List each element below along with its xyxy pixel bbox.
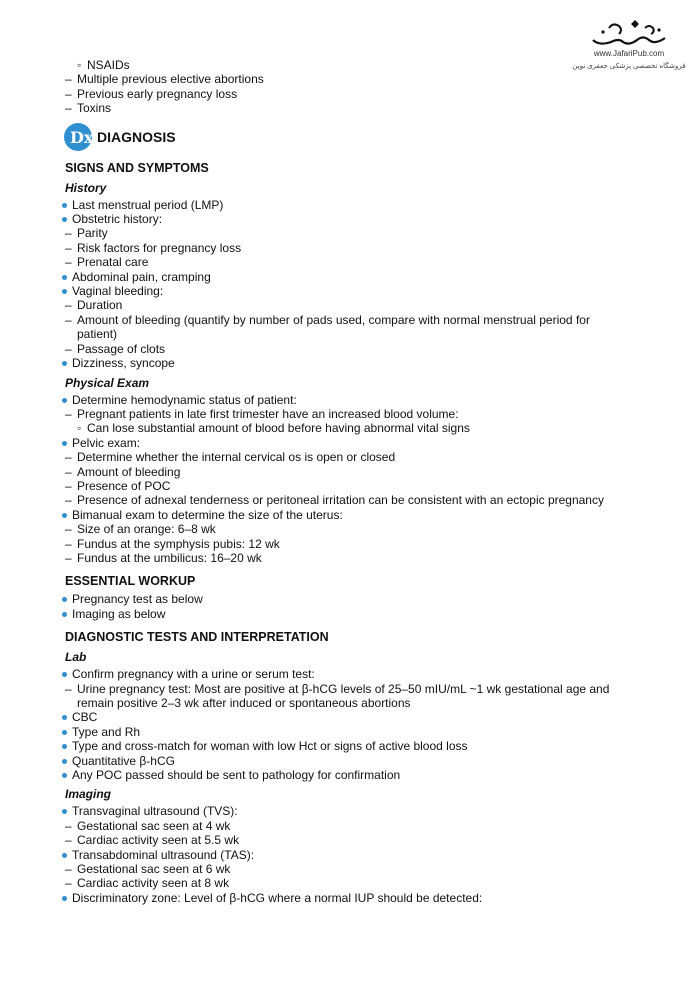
- svg-text:Dx: Dx: [70, 127, 93, 147]
- dash-marker: –: [65, 876, 72, 891]
- list-item-text: Confirm pregnancy with a urine or serum test:: [72, 667, 315, 682]
- list-item-text: Size of an orange: 6–8 wk: [77, 522, 216, 537]
- dash-marker: –: [65, 86, 72, 101]
- dash-marker: –: [65, 255, 72, 270]
- list-item-text: Any POC passed should be sent to pathology for confirmation: [72, 768, 401, 783]
- history-list: [65, 198, 645, 371]
- list-item-text: Quantitative β-hCG: [72, 753, 175, 768]
- list-item-text: Type and cross-match for woman with low Hct or signs of active blood loss: [72, 739, 468, 754]
- lab-list: [65, 667, 645, 782]
- bullet-item: [65, 436, 645, 450]
- bullet-item: [65, 891, 645, 905]
- dash-item: [65, 682, 645, 696]
- dash-marker: –: [65, 550, 72, 565]
- dash-item: [65, 101, 645, 115]
- dash-item: [65, 241, 645, 255]
- list-item-text: Abdominal pain, cramping: [72, 269, 211, 284]
- list-item-text: Previous early pregnancy loss: [77, 86, 238, 101]
- dash-marker: –: [65, 681, 72, 696]
- tests-heading: DIAGNOSTIC TESTS AND INTERPRETATION: [65, 630, 329, 645]
- list-item-text: Presence of POC: [77, 478, 171, 493]
- dash-item: [65, 876, 645, 890]
- publisher-tagline: فروشگاه تخصصی پزشکی جعفری نوین: [572, 63, 686, 70]
- list-item-text: Amount of bleeding (quantify by number of pads used, compare with normal menstrual period for: [77, 312, 590, 327]
- dash-item: [65, 465, 645, 479]
- list-item-text: Bimanual exam to determine the size of the uterus:: [72, 507, 343, 522]
- publisher-url: www.JafariPub.com: [593, 49, 665, 58]
- list-item-text: Urine pregnancy test: Most are positive at β-hCG levels of 25–50 mIU/mL ~1 wk gestational age and: [77, 681, 610, 696]
- top-list: [65, 58, 645, 116]
- list-item-text: Prenatal care: [77, 255, 149, 270]
- dash-marker: –: [65, 101, 72, 116]
- imaging-heading: Imaging: [65, 787, 112, 802]
- bullet-item: [65, 508, 645, 522]
- bullet-item: [65, 393, 645, 407]
- dash-item: [65, 537, 645, 551]
- list-item-text: Passage of clots: [77, 341, 166, 356]
- list-item-text: remain positive 2–3 wk after induced or spontaneous abortions: [77, 696, 411, 710]
- list-item-text: Dizziness, syncope: [72, 356, 175, 371]
- signs-heading: SIGNS AND SYMPTOMS: [65, 160, 209, 175]
- dash-marker: –: [65, 522, 72, 537]
- physical-exam-list: [65, 393, 645, 566]
- list-item-text: Parity: [77, 226, 108, 241]
- list-item-text: Risk factors for pregnancy loss: [77, 240, 242, 255]
- dash-item: [65, 551, 645, 565]
- dash-marker: –: [65, 862, 72, 877]
- dash-marker: –: [65, 464, 72, 479]
- list-item-text: Pregnant patients in late first trimester have an increased blood volume:: [77, 406, 459, 421]
- diagnosis-header: [63, 122, 645, 152]
- circle-marker: ◦: [77, 58, 82, 72]
- list-item-text: Last menstrual period (LMP): [72, 197, 224, 212]
- dash-marker: –: [65, 833, 72, 848]
- bullet-item: [65, 198, 645, 212]
- calligraphy-logo-icon: [589, 18, 669, 48]
- list-item-text: Gestational sac seen at 4 wk: [77, 818, 231, 833]
- list-item-text: Determine hemodynamic status of patient:: [72, 392, 297, 407]
- list-item-text: Transvaginal ultrasound (TVS):: [72, 804, 238, 819]
- continuation-line: [65, 327, 645, 341]
- sub-bullet-item: [65, 58, 645, 72]
- circle-marker: ◦: [77, 421, 82, 436]
- list-item-text: Cardiac activity seen at 5.5 wk: [77, 833, 240, 848]
- list-item-text: CBC: [72, 710, 98, 725]
- dash-marker: –: [65, 478, 72, 493]
- list-item-text: Duration: [77, 298, 123, 313]
- list-item-text: Imaging as below: [72, 606, 166, 621]
- list-item-text: Determine whether the internal cervical os is open or closed: [77, 450, 396, 465]
- bullet-item: [65, 592, 645, 606]
- list-item-text: patient): [77, 327, 118, 342]
- dash-item: [65, 407, 645, 421]
- list-item-text: Presence of adnexal tenderness or peritoneal irritation can be consistent with an ectopic pregnancy: [77, 493, 604, 508]
- list-item-text: Pelvic exam:: [72, 435, 141, 450]
- bullet-item: [65, 768, 645, 782]
- workup-heading: ESSENTIAL WORKUP: [65, 574, 196, 589]
- bullet-item: [65, 212, 645, 226]
- list-item-text: Discriminatory zone: Level of β-hCG where a normal IUP should be detected:: [72, 890, 483, 905]
- dash-marker: –: [65, 312, 72, 327]
- history-heading: History: [65, 180, 107, 195]
- list-item-text: Cardiac activity seen at 8 wk: [77, 876, 230, 891]
- dash-marker: –: [65, 72, 72, 87]
- continuation-line: [65, 696, 645, 710]
- bullet-item: [65, 804, 645, 818]
- dash-item: [65, 313, 645, 327]
- dash-marker: –: [65, 341, 72, 356]
- dash-marker: –: [65, 450, 72, 465]
- bullet-item: [65, 607, 645, 621]
- dash-marker: –: [65, 536, 72, 551]
- list-item-text: Obstetric history:: [72, 212, 163, 227]
- list-item-text: Fundus at the symphysis pubis: 12 wk: [77, 536, 280, 551]
- dash-marker: –: [65, 493, 72, 508]
- workup-list: [65, 592, 645, 621]
- list-item-text: Multiple previous elective abortions: [77, 72, 264, 87]
- dash-item: [65, 479, 645, 493]
- dash-item: [65, 833, 645, 847]
- dash-item: [65, 72, 645, 86]
- dash-item: [65, 255, 645, 269]
- dx-badge-icon: [63, 122, 93, 152]
- bullet-item: [65, 270, 645, 284]
- dash-marker: –: [65, 226, 72, 241]
- dash-item: [65, 450, 645, 464]
- dash-marker: –: [65, 298, 72, 313]
- diagnosis-title: DIAGNOSIS: [97, 128, 176, 145]
- dash-item: [65, 493, 645, 507]
- bullet-item: [65, 754, 645, 768]
- list-item-text: Vaginal bleeding:: [72, 284, 164, 299]
- list-item-text: Type and Rh: [72, 724, 141, 739]
- bullet-item: [65, 710, 645, 724]
- dash-item: [65, 522, 645, 536]
- list-item-text: Transabdominal ultrasound (TAS):: [72, 847, 255, 862]
- lab-heading: Lab: [65, 650, 87, 665]
- imaging-list: [65, 804, 645, 905]
- page-content: [65, 58, 645, 905]
- dash-item: [65, 819, 645, 833]
- bullet-item: [65, 739, 645, 753]
- dash-item: [65, 862, 645, 876]
- dash-item: [65, 342, 645, 356]
- bullet-item: [65, 356, 645, 370]
- dash-item: [65, 298, 645, 312]
- bullet-item: [65, 848, 645, 862]
- physical-exam-heading: Physical Exam: [65, 375, 150, 390]
- bullet-item: [65, 284, 645, 298]
- list-item-text: Pregnancy test as below: [72, 592, 203, 607]
- dash-marker: –: [65, 240, 72, 255]
- sub-bullet-item: [65, 421, 645, 435]
- bullet-item: [65, 667, 645, 681]
- dash-item: [65, 226, 645, 240]
- list-item-text: NSAIDs: [87, 58, 130, 72]
- list-item-text: Gestational sac seen at 6 wk: [77, 862, 231, 877]
- dash-marker: –: [65, 818, 72, 833]
- dash-marker: –: [65, 406, 72, 421]
- list-item-text: Amount of bleeding: [77, 464, 181, 479]
- list-item-text: Can lose substantial amount of blood before having abnormal vital signs: [87, 421, 470, 436]
- bullet-item: [65, 725, 645, 739]
- dash-item: [65, 87, 645, 101]
- list-item-text: Fundus at the umbilicus: 16–20 wk: [77, 550, 262, 565]
- list-item-text: Toxins: [77, 101, 112, 116]
